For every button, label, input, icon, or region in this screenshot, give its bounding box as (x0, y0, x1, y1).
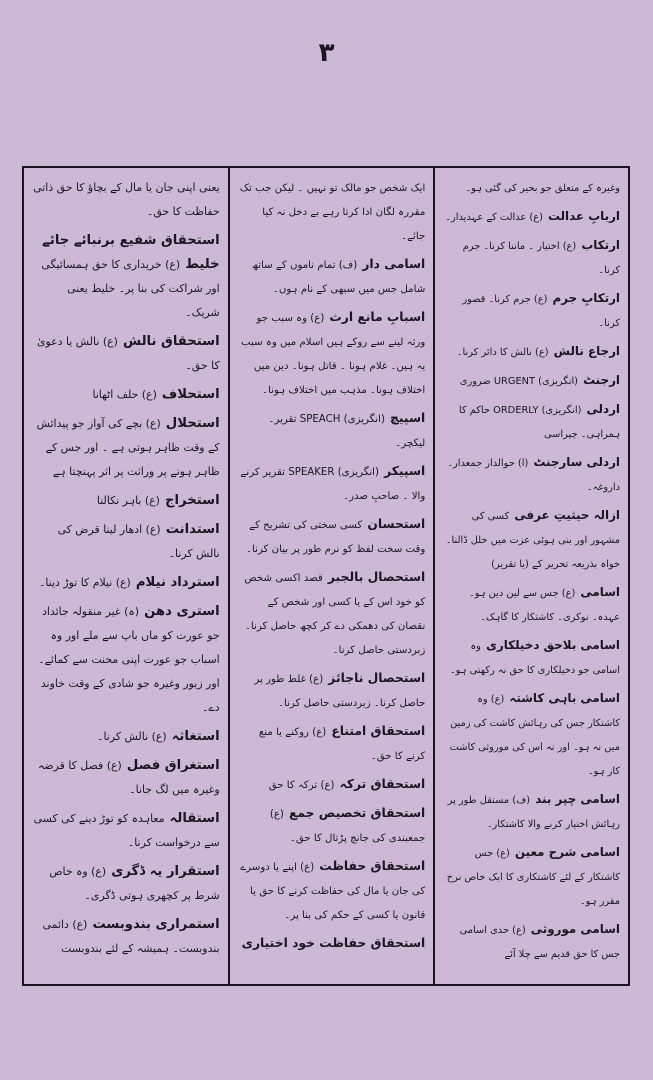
dictionary-entry (238, 853, 426, 925)
entry-definition: (ع) حلف اٹھانا (92, 388, 157, 401)
entry-headword: اسامی شرح معین (514, 845, 620, 859)
dictionary-entry (238, 511, 426, 559)
entry-definition: (ع) فصل کا قرضہ وغیرہ میں لگ جانا۔ (37, 759, 220, 796)
dictionary-entry (32, 516, 220, 564)
entry-headword: ارتکابِ جرم (552, 291, 620, 305)
entry-definition: معاہدہ کو توڑ دینے کی کسی سے درخواست کرنا۔ (33, 812, 220, 849)
entry-headword: اسامی بلاحق دخیلکاری (485, 638, 620, 652)
dictionary-entry (238, 251, 426, 299)
dictionary-entry (443, 579, 620, 627)
entry-definition: (ا) حوالدار جمعدار۔ داروغہ۔ (447, 458, 620, 493)
dictionary-entry (32, 598, 220, 718)
entry-headword: استرداد نیلام (135, 575, 220, 590)
column-middle (228, 168, 434, 984)
dictionary-entry (238, 665, 426, 713)
entry-headword: استحقاق تخصیص جمع (288, 806, 426, 820)
entry-definition: (انگریزی) ORDERLY حاکم کا ہمراہی۔ چپراسی (458, 405, 620, 440)
entry-definition: (ع) عدالت کے عہدیدار۔ (445, 212, 543, 223)
entry-headword: اسپیکر (384, 464, 426, 478)
entry-headword: استحقاق شفیع برنبائے جائے خلیط (42, 233, 220, 272)
entry-headword: ارجنٹ (583, 373, 620, 387)
dictionary-entry (443, 502, 620, 574)
dictionary-entry (238, 405, 426, 453)
dictionary-entry (32, 328, 220, 376)
entry-headword: استحقاق حفاظت خود اختیاری (241, 936, 426, 950)
entry-definition: (ع) خریداری کا حق ہمسائیگی اور شراکت کی بنا پر۔ خلیط یعنی شریک۔ (41, 258, 220, 319)
entry-headword: اسامی چپر بند (535, 792, 620, 806)
dictionary-entry (32, 569, 220, 593)
entry-definition: (ع) جمعبندی کی جانچ پڑتال کا حق۔ (269, 809, 426, 844)
entry-headword: استری دھن (144, 604, 220, 619)
entry-headword: استحلاف (161, 387, 220, 402)
dictionary-entry (443, 839, 620, 911)
entry-definition: (انگریزی) URGENT ضروری (459, 376, 579, 387)
dictionary-entry (32, 174, 220, 222)
entry-definition: (ع) نالش یا دعویٰ کا حق۔ (36, 335, 220, 372)
entry-headword: استحلال (165, 416, 220, 431)
dictionary-entry (443, 449, 620, 497)
dictionary-entry (32, 858, 220, 906)
entry-definition: (ع) دائمی بندوبست۔ ہمیشہ کے لئے بندوبست (42, 918, 220, 955)
entry-definition: (ف) تمام ناموں کے ساتھ شامل جس میں سبھی کے نام ہوں۔ (251, 260, 426, 295)
entry-definition: (انگریزی) SPEAKER تقریر کرنے والا ۔ صاحبِ صدر۔ (240, 467, 426, 502)
entry-definition: (ع) ترکہ کا حق (268, 780, 335, 791)
entry-headword: اسامی (580, 585, 620, 599)
entry-definition: (ع) جس کاشتکار کے لئے کاشتکاری کا ایک خاص نرخ مقرر ہو۔ (446, 848, 620, 907)
entry-definition: (ع) روکنے یا منع کرنے کا حق۔ (258, 727, 426, 762)
dictionary-entry (443, 338, 620, 362)
entry-definition: کسی سختی کی تشریح کے وقت سخت لفظ کو نرم طور پر بیان کرنا۔ (246, 520, 426, 555)
dictionary-entry (238, 800, 426, 848)
dictionary-entry (443, 916, 620, 964)
entry-definition: (ع) حدی اسامی جس کا حق قدیم سے چلا آئے (459, 925, 620, 960)
dictionary-entry (238, 930, 426, 954)
entry-definition: (ع) جرم کرنا۔ قصور کرنا۔ (462, 294, 620, 329)
entry-headword: استحسان (367, 517, 426, 531)
entry-headword: استحقاق امتناع (331, 724, 426, 738)
entry-headword: اربابِ عدالت (548, 209, 620, 223)
entry-definition: (ع) جس سے لین دین ہو۔ عہدہ۔ نوکری۔ کاشتکار کا گاہک۔ (468, 588, 620, 623)
entry-headword: ارتکاب (581, 238, 620, 252)
entry-headword: استغاثہ (171, 729, 220, 744)
dictionary-entry (32, 805, 220, 853)
entry-definition: (ع) نیلام کا توڑ دینا۔ (38, 576, 131, 589)
dictionary-entry (32, 487, 220, 511)
dictionary-entry (443, 203, 620, 227)
entry-definition: (ع) اختیار ۔ ماننا کرنا۔ جرم کرنا۔ (462, 241, 620, 276)
column-left (24, 168, 228, 984)
entry-definition: (ف) مستقل طور پر رہائش اختیار کرنے والا کاشتکار۔ (447, 795, 620, 830)
dictionary-entry (443, 174, 620, 198)
entry-definition: (ع) بچے کی آواز جو پیدائش کے وقت ظاہر ہوتی ہے ۔ اور جس کے ظاہر ہونے پر وراثت پر اثر پہنچتا ہے (36, 417, 220, 478)
entry-headword: اسپیچ (390, 411, 426, 425)
dictionary-entry (238, 458, 426, 506)
entry-headword: استحصال ناجائز (328, 671, 426, 685)
dictionary-entry (32, 723, 220, 747)
entry-headword: ارجاع نالش (553, 344, 620, 358)
column-right (433, 168, 628, 984)
dictionary-entry (443, 232, 620, 280)
entry-headword: اسامی دار (362, 257, 426, 271)
dictionary-entry (443, 632, 620, 680)
entry-definition: کسی کی مشہور اور بنی ہوئی عزت میں خلل ڈالنا۔ خواہ بذریعہ تحریر کے (یا تقریر) (445, 511, 620, 570)
entry-definition: وہ اسامی جو دخیلکاری کا حق نہ رکھتی ہو۔ (449, 641, 620, 676)
entry-headword: اسبابِ مانع ارث (329, 310, 426, 324)
dictionary-entry (238, 174, 426, 246)
entry-headword: استقرار یہ ڈگری (111, 864, 220, 879)
dictionary-entry (238, 564, 426, 660)
entry-headword: استقالہ (169, 811, 220, 826)
dictionary-entry (32, 911, 220, 959)
entry-definition: (ع) وہ خاص شرط پر کچھری ہوتی ڈگری۔ (49, 865, 220, 902)
entry-definition: (انگریزی) SPEACH تقریر۔ لیکچر۔ (268, 414, 426, 449)
dictionary-entry (32, 227, 220, 323)
dictionary-frame (22, 166, 630, 986)
dictionary-entry (443, 285, 620, 333)
dictionary-entry (443, 786, 620, 834)
entry-headword: اردلی (586, 402, 620, 416)
entry-headword: استغراق فصل (126, 758, 220, 773)
entry-definition: ایک شخص جو مالک تو نہیں ۔ لیکن جب تک مقررہ لگان ادا کرتا رہے بے دخل نہ کیا جائے۔ (239, 183, 426, 242)
entry-headword: استمراری بندوبست (92, 917, 220, 932)
entry-headword: استخراج (165, 493, 220, 508)
entry-definition: (ع) وہ سبب جو ورثہ لینے سے روکے ہیں اسلام میں وہ سبب یہ ہیں۔ غلام ہونا ۔ قاتل ہونا۔ دین میں اختلاف ہونا۔ مذہب میں اختلاف ہونا۔ (241, 313, 426, 396)
entry-headword: استحقاق ترکہ (339, 777, 426, 791)
dictionary-entry (238, 304, 426, 400)
entry-headword: ازالہ حیثیتِ عرفی (514, 508, 620, 522)
dictionary-entry (32, 410, 220, 482)
entry-definition: (ہ) غیر منقولہ جائداد جو عورت کو ماں باپ سے ملے اور وہ اسباب جو عورت اپنی محنت سے کمائے۔ اور زیور وغیرہ جو شادی کے وقت خاوند دے۔ (38, 605, 220, 714)
entry-headword: استدانت (165, 522, 220, 537)
entry-headword: استحقاق نالش (122, 334, 220, 349)
entry-definition: وغیرہ کے متعلق جو بحیر کی گئی ہو۔ (465, 183, 620, 194)
entry-definition: (ع) نالش کا دائر کرنا۔ (456, 347, 549, 358)
entry-definition: (ع) باہر نکالنا (96, 494, 160, 507)
dictionary-entry (32, 381, 220, 405)
entry-headword: استحصال بالجبر (327, 570, 426, 584)
entry-definition: یعنی اپنی جان یا مال کے بچاؤ کا حق ذاتی حفاظت کا حق۔ (33, 181, 220, 218)
entry-definition: (ع) غلط طور پر حاصل کرنا۔ زبردستی حاصل کرنا۔ (254, 674, 426, 709)
page-number: ۳ (318, 38, 335, 68)
dictionary-entry (238, 718, 426, 766)
entry-headword: اسامی موروثی (530, 922, 620, 936)
entry-headword: اردلی سارجنٹ (533, 455, 620, 469)
entry-definition: (ع) اپنے یا دوسرے کی جان یا مال کی حفاظت کرنے کا حق یا قانون یا کسی کے حکم کی بنا پر۔ (240, 862, 426, 921)
entry-headword: اسامی باہی کاشتہ (509, 691, 620, 705)
dictionary-entry (238, 771, 426, 795)
dictionary-entry (443, 367, 620, 391)
dictionary-entry (443, 685, 620, 781)
entry-definition: (ع) ادھار لینا قرض کی نالش کرنا۔ (57, 523, 220, 560)
entry-definition: (ع) وہ کاشتکار جس کی رہائش کاشت کی زمین میں نہ ہو۔ اور نہ اس کی موروثی کاشت کار ہو۔ (449, 694, 620, 777)
entry-definition: (ع) نالش کرنا۔ (97, 730, 167, 743)
dictionary-entry (443, 396, 620, 444)
entry-headword: استحقاق حفاظت (319, 859, 426, 873)
dictionary-entry (32, 752, 220, 800)
entry-definition: قصد اکسی شخص کو خود اس کے یا کسی اور شخص کے نقصان کی دھمکی دے کر کچھ حاصل کرنا۔ زبردستی حاصل کرنا۔ (244, 573, 426, 656)
